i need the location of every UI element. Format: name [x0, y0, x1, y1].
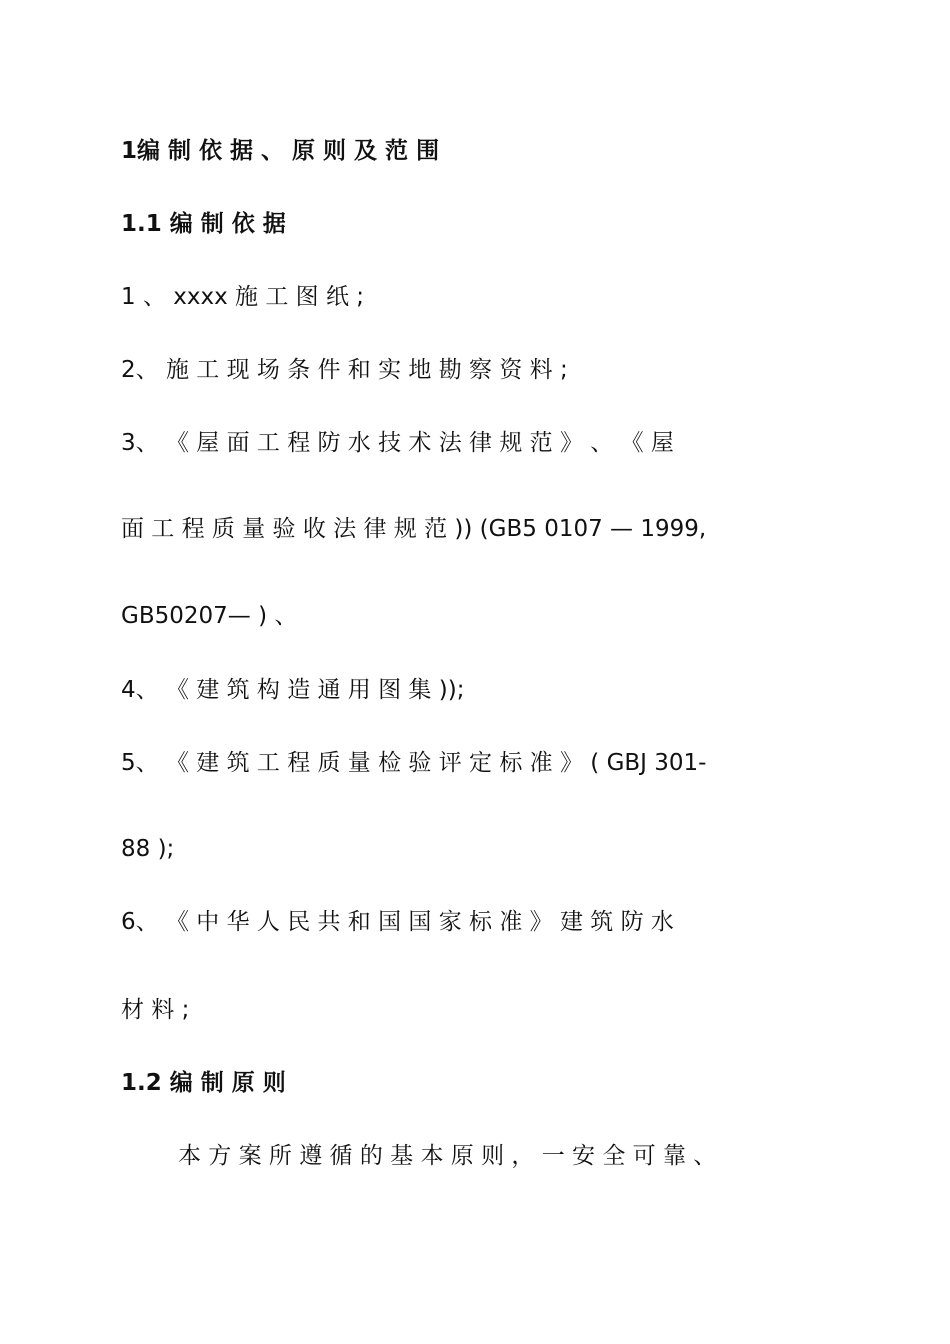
list-item-5-line-1: 5、 《 建 筑 工 程 质 量 检 验 评 定 标 准 》 ( GBJ 301-	[121, 750, 707, 776]
list-item-3-line-3: GB50207— ) 、	[121, 603, 298, 629]
list-item-1: 1 、 xxxx 施 工 图 纸 ;	[121, 284, 365, 310]
principle-paragraph: 本 方 案 所 遵 循 的 基 本 原 则 ， 一 安 全 可 靠 、	[178, 1143, 717, 1169]
list-item-4: 4、 《 建 筑 构 造 通 用 图 集 ));	[121, 677, 465, 703]
list-item-3-line-2: 面 工 程 质 量 验 收 法 律 规 范 )) (GB5 0107 — 1999,	[121, 516, 707, 542]
section-heading-1-1: 1.1 编 制 依 据	[121, 211, 286, 237]
list-item-6-line-1: 6、 《 中 华 人 民 共 和 国 国 家 标 准 》 建 筑 防 水	[121, 909, 674, 935]
list-item-2: 2、 施 工 现 场 条 件 和 实 地 勘 察 资 料 ;	[121, 357, 568, 383]
section-heading-1: 1编 制 依 据 、 原 则 及 范 围	[121, 138, 440, 164]
list-item-3-line-1: 3、 《 屋 面 工 程 防 水 技 术 法 律 规 范 》 、 《 屋	[121, 430, 674, 456]
list-item-5-line-2: 88 );	[121, 836, 175, 862]
list-item-6-line-2: 材 料 ;	[121, 997, 190, 1023]
section-heading-1-2: 1.2 编 制 原 则	[121, 1070, 286, 1096]
